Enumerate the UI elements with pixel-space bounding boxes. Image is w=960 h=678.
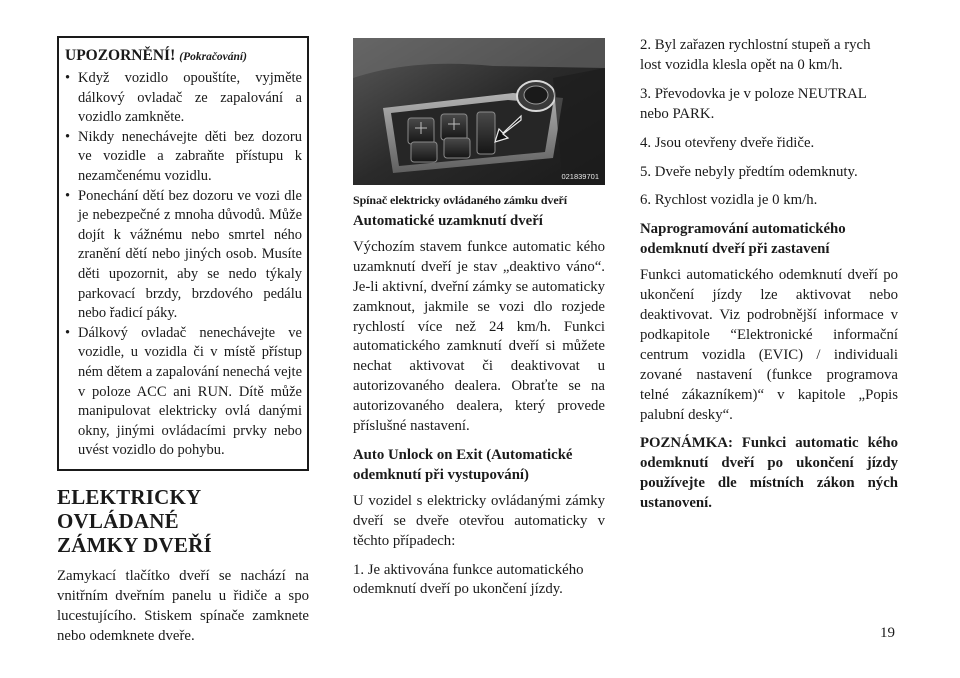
heading-line: Naprogramování automatického [640, 221, 846, 238]
warning-line: vozidlo zamkněte. [78, 109, 185, 126]
warning-list [65, 69, 302, 461]
body-line: Funkci automatického odemknutí dveří [640, 267, 884, 284]
body-line: dveří se dveře otevřou automaticky [353, 512, 598, 529]
left-column [57, 36, 309, 647]
section-intro [57, 567, 309, 647]
warning-line: vejte v poloze ACC ani RUN. Dítě [78, 363, 303, 400]
figure-id: 021839701 [561, 172, 599, 181]
note-line: POZNÁMKA: Funkci automatic [640, 435, 859, 452]
warning-line: ného zranění dětí nebo jiných osob. [78, 226, 302, 263]
auto-unlock-heading [353, 446, 605, 486]
heading-line: odemknutí při vystupování) [353, 466, 529, 483]
right-column [640, 36, 898, 514]
warning-line: pedálu nebo řadicí páky. [78, 285, 302, 322]
condition-line: 3. Převodovka je v poloze NEUTRAL [640, 85, 867, 102]
bullet-icon: • [65, 187, 71, 204]
warning-item [65, 69, 302, 128]
warning-line: Dálkový ovladač nenechávejte ve [78, 324, 302, 341]
condition-item: 6. Rychlost vozidla je 0 km/h. [640, 192, 818, 209]
intro-line: nebo odemknete dveře. [57, 627, 195, 644]
auto-unlock-body [353, 492, 605, 552]
bullet-icon: • [65, 70, 71, 86]
warning-line: vozidle, u vozidla či v místě přístup [78, 344, 302, 361]
body-line: po ukončení jízdy lze aktivovat nebo [640, 267, 898, 304]
condition-item [640, 85, 898, 125]
warning-heading [65, 46, 302, 67]
middle-column [353, 38, 605, 600]
programming-body [640, 266, 898, 425]
programming-heading [640, 220, 898, 260]
body-line: můžete nechat aktivovat či deaktivovat u [353, 338, 605, 375]
warning-line: prvky nebo uvést vozidlo do pohybu. [78, 422, 302, 459]
warning-box [57, 36, 309, 471]
warning-line: týkaly parkovací brzdy, brzdového [78, 265, 303, 302]
warning-line: Musíte děti upozornit, aby se nedo [78, 246, 302, 282]
body-line: telné zákazníkem)“ v kapitole „Popis [640, 386, 898, 403]
warning-line: dálkový ovladač ze zapalování a [78, 89, 302, 106]
condition-line: nebo PARK. [640, 105, 715, 122]
warning-line: ve vozidle a zabraňte přístupu [78, 148, 295, 165]
warning-line: Může dojít k vážnému nebo smrtel [78, 207, 302, 243]
note-line: jízdy používejte dle místních zákon [640, 455, 898, 492]
body-line: kého uzamknutí dveří je stav „deaktivo [353, 238, 606, 275]
warning-line: dle je nebezpečné z mnoha důvodů. [78, 187, 302, 224]
warning-line: k nezamčenému vozidlu. [78, 148, 302, 184]
condition-item: 5. Dveře nebyly předtím odemknuty. [640, 163, 858, 180]
body-line: deaktivovat. Viz podrobnější informace [640, 306, 891, 323]
body-line: váno“. Je-li aktivní, dveřní zámky se [353, 258, 605, 295]
body-line: centrum vozidla (EVIC) / individuali [640, 346, 898, 363]
bullet-icon: • [65, 324, 71, 341]
body-line: Funkci automatického zamknutí dveří si [353, 318, 605, 355]
intro-line: Zamykací tlačítko dveří se nachází na [57, 567, 309, 584]
intro-line: lucestujícího. Stiskem spínače zamknete [57, 607, 309, 624]
condition-item [353, 561, 605, 601]
body-line: příslušné nastavení. [353, 418, 470, 435]
warning-item [65, 187, 302, 324]
warning-continued-label: (Pokračování) [179, 51, 247, 63]
body-line: Výchozím stavem funkce automatic [353, 238, 571, 255]
warning-line: může manipulovat elektricky ovlá [78, 383, 302, 420]
condition-item [640, 36, 898, 76]
condition-line: 2. Byl zařazen rychlostní stupeň a rych [640, 37, 871, 53]
warning-item [65, 128, 302, 187]
heading-line: Auto Unlock on Exit (Automatické [353, 446, 573, 463]
page-number: 19 [880, 625, 895, 641]
warning-line: danými okny, jinými ovládacími [78, 403, 302, 439]
body-line: U vozidel s elektricky ovládanými zámky [353, 492, 605, 509]
auto-lock-body [353, 238, 605, 437]
condition-item: 4. Jsou otevřeny dveře řidiče. [640, 134, 815, 151]
body-line: zované nastavení (funkce programova [640, 366, 898, 383]
warning-line: Nikdy nenechávejte děti bez dozoru [78, 128, 302, 145]
section-title-line: ZÁMKY DVEŘÍ [57, 532, 212, 557]
body-line: palubní desky“. [640, 406, 733, 423]
condition-line: odemknutí dveří po ukončení jízdy. [353, 581, 563, 598]
auto-lock-heading: Automatické uzamknutí dveří [353, 213, 543, 229]
door-panel-illustration [353, 38, 605, 185]
heading-line: odemknutí dveří při zastavení [640, 241, 830, 258]
warning-item [65, 324, 302, 461]
body-line: dlo rozjede rychlostí více než 24 km/h. [353, 298, 605, 335]
note-line: kého odemknutí dveří po ukončení [640, 435, 898, 472]
warning-title: UPOZORNĚNÍ! [65, 47, 176, 64]
warning-line: ném dětem a zapalování nenechá [78, 363, 271, 380]
condition-line: lost vozidla klesla opět na 0 km/h. [640, 56, 843, 73]
body-line: autorizovaného dealera, který provede [353, 398, 605, 415]
section-title-line: ELEKTRICKY OVLÁDANÉ [57, 484, 201, 533]
warning-line: Když vozidlo opouštíte, vyjměte [78, 70, 302, 86]
body-line: v těchto případech: [353, 512, 605, 549]
body-line: autorizovaného dealera. Obraťte se na [353, 378, 605, 395]
door-lock-switch-photo [353, 38, 605, 185]
note-paragraph [640, 434, 898, 514]
intro-line: vnitřním dveřním panelu u řidiče a spo [57, 587, 309, 604]
section-title [57, 485, 309, 557]
body-line: v podkapitole “Elektronické informační [640, 306, 898, 343]
note-line: ných ustanovení. [640, 475, 899, 512]
warning-line: Ponechání dětí bez dozoru ve vozi [78, 187, 281, 204]
bullet-icon: • [65, 128, 71, 145]
figure-caption: Spínač elektricky ovládaného zámku dveří [353, 193, 568, 207]
body-line: automaticky zamknout, jakmile se vozi [353, 278, 605, 315]
condition-line: 1. Je aktivována funkce automatického [353, 561, 584, 578]
